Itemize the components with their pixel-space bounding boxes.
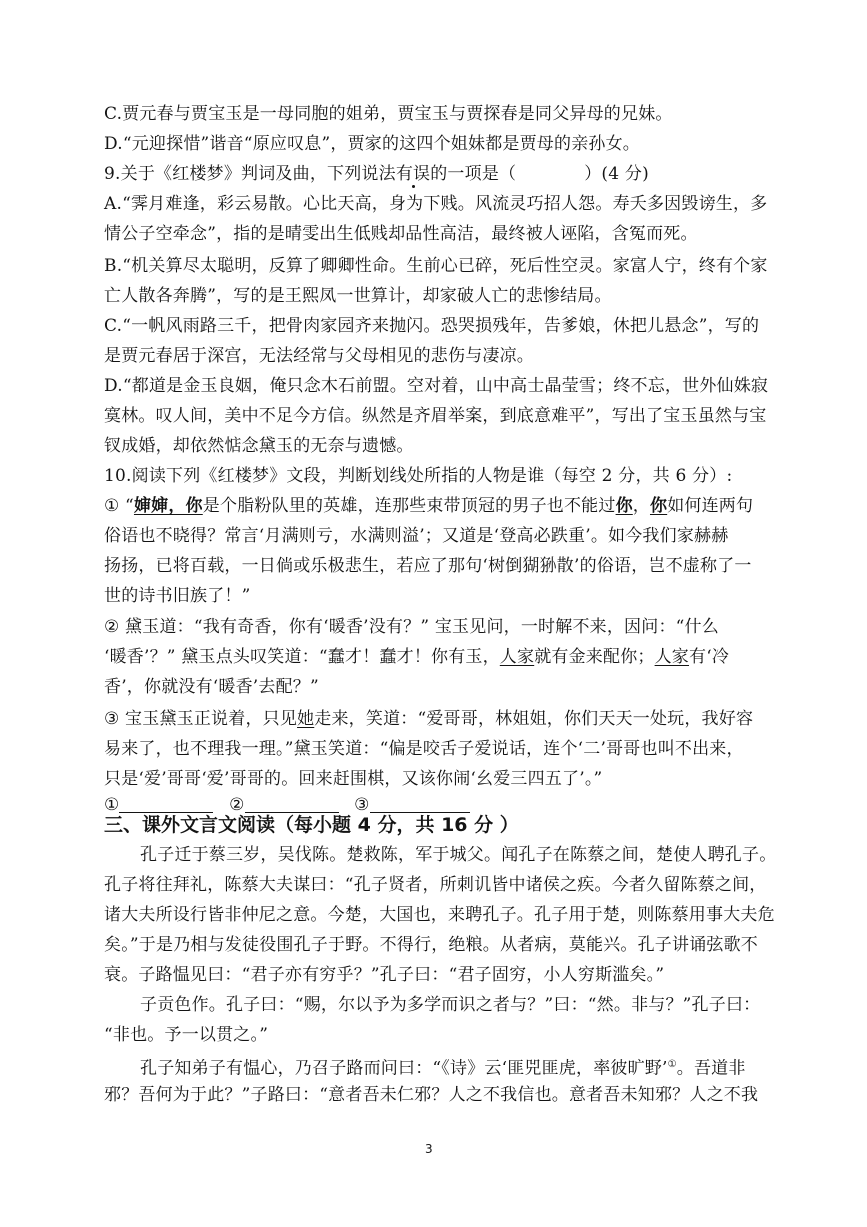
q10-stem: 10.阅读下列《红楼梦》文段，判断划线处所指的人物是谁（每空 2 分，共 6 分）: xyxy=(104,466,733,486)
answer-blank-3[interactable] xyxy=(370,794,470,813)
q9-option-a-line2: 情公子空牵念”，指的是晴雯出生低贱却品性高洁，最终被人诬陷，含冤而死。 xyxy=(104,224,698,244)
page-number: 3 xyxy=(425,1142,433,1156)
classical-text-line7: “非也。予一以贯之。” xyxy=(104,1025,269,1045)
q10-passage2-line3: 香’，你就没有‘暖香’去配？” xyxy=(104,677,319,697)
q10-passage2-line1: ② 黛玉道：“我有奇香，你有‘暖香’没有？” 宝玉见问，一时解不来，因问：“什么 xyxy=(104,617,719,637)
underlined-reference: 人家 xyxy=(499,647,535,667)
q9-stem: 9.关于《红楼梦》判词及曲，下列说法有误的一项是（ ）(4 分) xyxy=(104,164,649,184)
q9-option-b-line1: B.“机关算尽太聪明，反算了卿卿性命。生前心已碎，死后性空灵。家富人宁，终有个家 xyxy=(104,256,768,276)
classical-text-line8: 孔子知弟子有愠心，乃召子路而问曰：“《诗》云‘匪兕匪虎，率彼旷野’①。吾道非 xyxy=(140,1058,746,1079)
q9-option-d-line1: D.“都道是金玉良姻，俺只念木石前盟。空对着，山中高士晶莹雪；终不忘，世外仙姝寂 xyxy=(104,376,769,396)
q10-passage3-line2: 易来了，也不理我一理。”黛玉笑道：“偏是咬舌子爱说话，连个‘二’哥哥也叫不出来， xyxy=(104,739,744,759)
underlined-reference: 人家 xyxy=(654,647,690,667)
answer-blank-1[interactable] xyxy=(119,794,213,813)
classical-text-line1: 孔子迁于蔡三岁，吴伐陈。楚救陈，军于城父。闻孔子在陈蔡之间，楚使人聘孔子。 xyxy=(140,845,777,865)
q9-option-a-line1: A.“霁月难逢，彩云易散。心比天高，身为下贱。风流灵巧招人怨。寿夭多因毁谤生，多 xyxy=(104,194,768,214)
classical-text-line4: 矣。”于是乃相与发徒役围孔子于野。不得行，绝粮。从者病，莫能兴。孔子讲诵弦歌不 xyxy=(104,935,758,955)
q10-passage1-line2: 俗语也不晓得？常言‘月满则亏，水满则溢’；又道是‘登高必跌重’。如今我们家赫赫 xyxy=(104,526,729,546)
q8-option-c: C.贾元春与贾宝玉是一母同胞的姐弟，贾宝玉与贾探春是同父异母的兄妹。 xyxy=(104,104,673,124)
q9-option-d-line2: 寞林。叹人间，美中不足今方信。纵然是齐眉举案，到底意难平”，写出了宝玉虽然与宝 xyxy=(104,406,767,426)
q8-option-d: D.“元迎探惜”谐音“原应叹息”，贾家的这四个姐妹都是贾母的亲孙女。 xyxy=(104,134,640,154)
underlined-reference: 婶婶，你 xyxy=(133,496,203,516)
q9-option-d-line3: 钗成婚，却依然惦念黛玉的无奈与遗憾。 xyxy=(104,436,414,456)
footnote-marker: ① xyxy=(667,1059,677,1070)
classical-text-line2: 孔子将往拜礼，陈蔡大夫谋曰：“孔子贤者，所刺讥皆中诸侯之疾。今者久留陈蔡之间， xyxy=(104,875,767,895)
section-3-heading: 三、课外文言文阅读（每小题 4 分，共 16 分 ） xyxy=(104,814,519,836)
answer-blank-2[interactable] xyxy=(245,794,339,813)
q9-option-c-line1: C.“一帆风雨路三千，把骨肉家园齐来抛闪。恐哭损残年，告爹娘，休把儿悬念”，写的 xyxy=(104,316,760,336)
classical-text-line9: 邪？吾何为于此？”子路曰：“意者吾未仁邪？人之不我信也。意者吾未知邪？人之不我 xyxy=(104,1085,759,1105)
classical-text-line3: 诸大夫所设行皆非仲尼之意。今楚，大国也，来聘孔子。孔子用于楚，则陈蔡用事大夫危 xyxy=(104,905,775,925)
underlined-reference: 她 xyxy=(297,709,315,729)
q9-option-b-line2: 亡人散各奔腾”，写的是王熙凤一世算计，却家破人亡的悲惨结局。 xyxy=(104,286,612,306)
q10-passage3-line1: ③ 宝玉黛玉正说着，只见她走来，笑道：“爱哥哥，林姐姐，你们天天一处玩，我好容 xyxy=(104,709,754,729)
classical-text-line5: 衰。子路愠见曰：“君子亦有穷乎？”孔子曰：“君子固穷，小人穷斯滥矣。” xyxy=(104,965,665,985)
underlined-reference: 你 xyxy=(649,496,668,516)
q10-passage1-line4: 世的诗书旧族了！” xyxy=(104,586,251,606)
underlined-reference: 你 xyxy=(615,496,633,516)
q10-passage2-line2: ‘暖香’？” 黛玉点头叹笑道：“蠢才！蠢才！你有玉，人家就有金来配你；人家有‘冷 xyxy=(104,647,730,667)
q9-option-c-line2: 是贾元春居于深宫，无法经常与父母相见的悲伤与凄凉。 xyxy=(104,346,534,366)
q10-passage1-line1: ① “婶婶，你是个脂粉队里的英雄，连那些束带顶冠的男子也不能过你，你如何连两句 xyxy=(104,496,754,516)
emphasis-dots: 有误 xyxy=(395,164,431,184)
q10-answer-blanks: ① ② ③ xyxy=(104,792,774,818)
classical-text-line6: 子贡色作。孔子曰：“赐，尔以予为多学而识之者与？”曰：“然。非与？”孔子曰： xyxy=(140,995,761,1015)
q10-passage3-line3: 只是‘爱’哥哥‘爱’哥哥的。回来赶围棋，又该你闹‘幺爱三四五了’。” xyxy=(104,769,603,789)
q10-passage1-line3: 扬扬，已将百载，一日倘或乐极悲生，若应了那句‘树倒猢狲散’的俗语，岂不虚称了一 xyxy=(104,556,752,576)
